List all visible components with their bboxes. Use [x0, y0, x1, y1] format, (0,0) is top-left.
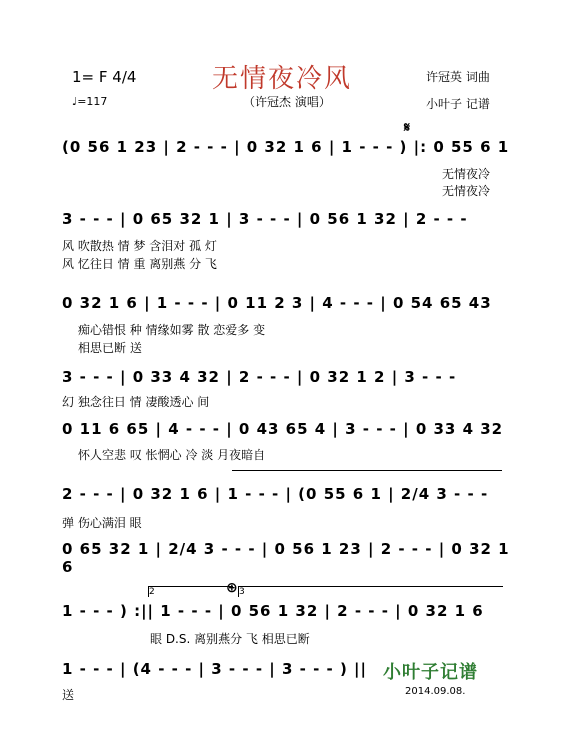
lyricist-composer-credit: 许冠英 词曲 [426, 70, 490, 84]
phrase-bracket [232, 470, 502, 472]
lyrics-row-3-verse-2: 相思已断 送 [78, 341, 142, 355]
lyrics-row-2-verse-2: 风 忆往日 情 重 离别燕 分 飞 [62, 257, 217, 271]
singer-credit: （许冠杰 演唱） [243, 95, 331, 109]
lyrics-row-6-verse-1: 弹 伤心满泪 眼 [62, 516, 142, 530]
transcriber-credit: 小叶子 记谱 [426, 97, 490, 111]
score-row-5: 0 11 6 65 | 4 - - - | 0 43 65 4 | 3 - - - | 0 33 4 32 [62, 420, 504, 438]
lyrics-row-2-verse-1: 风 吹散热 情 梦 含泪对 孤 灯 [62, 239, 217, 253]
score-row-9: 1 - - - | (4 - - - | 3 - - - | 3 - - - ) || [62, 660, 368, 678]
score-row-1: (0 56 1 23 | 2 - - - | 0 32 1 6 | 1 - - - ) |: 0 55 6 1 [62, 138, 510, 156]
score-row-6: 2 - - - | 0 32 1 6 | 1 - - - | (0 55 6 1 | 2/4 3 - - - [62, 485, 489, 503]
lyrics-row-4-verse-1: 幻 独念往日 情 凄酸透心 间 [62, 395, 210, 409]
lyrics-row-1-verse-1: 无情夜冷 [442, 167, 491, 181]
lyrics-row-5-verse-1: 怀人空悲 叹 怅惘心 冷 淡 月夜暗自 [78, 448, 266, 462]
lyrics-row-8-verse-1: 眼 D.S. 离别燕分 飞 相思已断 [150, 632, 310, 646]
score-row-7: 0 65 32 1 | 2/4 3 - - - | 0 56 1 23 | 2 - - - | 0 32 1 6 [62, 540, 510, 576]
segno-mark: 𝄋 [404, 120, 411, 136]
coda-mark: ⊕ [226, 580, 238, 596]
score-row-8: 1 - - - ) :|| 1 - - - | 0 56 1 32 | 2 - - - | 0 32 1 6 [62, 602, 484, 620]
score-row-3: 0 32 1 6 | 1 - - - | 0 11 2 3 | 4 - - - | 0 54 65 43 [62, 294, 492, 312]
volta-bracket-3: 3 [238, 586, 503, 597]
lyrics-row-9-verse-1: 送 [62, 688, 75, 702]
transcription-date: 2014.09.08. [405, 686, 466, 697]
key-signature: 1= F 4/4 [72, 68, 137, 86]
tempo-mark: ♩=117 [72, 95, 108, 108]
transcriber-stamp: 小叶子记谱 [383, 662, 478, 683]
volta-bracket-2: 2 [148, 586, 233, 597]
song-title: 无情夜冷风 [212, 64, 353, 94]
score-row-4: 3 - - - | 0 33 4 32 | 2 - - - | 0 32 1 2 | 3 - - - [62, 368, 457, 386]
lyrics-row-3-verse-1: 痴心错恨 种 情缘如雾 散 恋爱多 变 [78, 323, 266, 337]
score-row-2: 3 - - - | 0 65 32 1 | 3 - - - | 0 56 1 32 | 2 - - - [62, 210, 468, 228]
lyrics-row-1-verse-2: 无情夜冷 [442, 184, 491, 198]
